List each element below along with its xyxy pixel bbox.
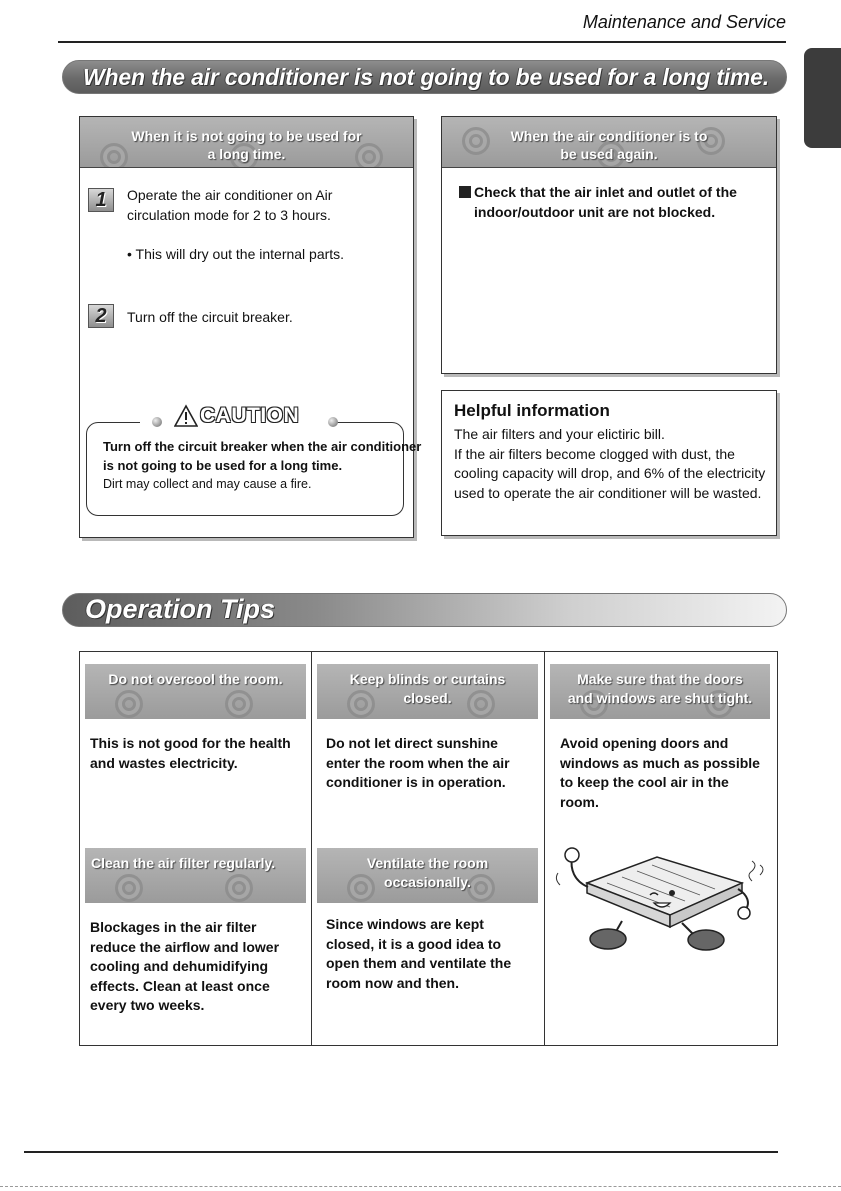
caution-ball-right-icon (328, 417, 338, 427)
not-used-heading-line2: a long time. (207, 146, 286, 162)
tip-line: to keep the cool air in the (560, 774, 729, 790)
section-banner-title: When the air conditioner is not going to be used for a long time. (83, 64, 769, 90)
step-2-number: 2 (88, 304, 114, 328)
tip-line: Do not let direct sunshine (326, 735, 498, 751)
tip-body-overcool (90, 734, 291, 773)
used-again-box-heading (442, 117, 776, 168)
tip-body-ventilate (326, 915, 511, 993)
helpful-line: used to operate the air conditioner will be wasted. (454, 484, 762, 501)
step-1-note: • This will dry out the internal parts. (127, 246, 345, 262)
tip-body-blinds (326, 734, 510, 793)
used-again-heading-line2: be used again. (560, 146, 658, 162)
tip-line: enter the room when the air (326, 754, 510, 771)
tip-heading-line2: and windows are shut tight. (567, 690, 753, 706)
not-used-heading-line1: When it is not going to be used for (131, 128, 362, 144)
swirl-icon (225, 874, 253, 902)
section-banner-long-time (62, 60, 787, 94)
tip-heading-line1: Do not overcool the room. (108, 671, 283, 687)
header-rule (58, 41, 786, 43)
tip-heading-line1: Make sure that the doors (577, 671, 743, 687)
tip-heading-line1: Ventilate the room (366, 855, 489, 871)
tip-body-doors (560, 734, 760, 812)
section-banner-operation-tips (62, 593, 787, 627)
caution-title: CAUTION (200, 404, 300, 427)
helpful-line: If the air filters become clogged with dust, the (454, 445, 735, 462)
not-used-box-heading (80, 117, 413, 168)
step-1-text (127, 185, 332, 225)
swirl-icon (225, 690, 253, 718)
tip-heading-doors (550, 664, 770, 719)
helpful-line: cooling capacity will drop, and 6% of the electricity (454, 465, 766, 481)
caution-line1: Turn off the circuit breaker when the air conditioner (103, 439, 422, 454)
footer-rule (24, 1151, 778, 1153)
step-1-line1: Operate the air conditioner on Air (127, 187, 333, 203)
tip-line: windows as much as possible (560, 754, 760, 771)
tip-line: Since windows are kept (326, 916, 484, 932)
tip-heading-line2: closed. (403, 690, 452, 706)
tip-line: conditioner is in operation. (326, 774, 506, 790)
tip-line: closed, it is a good idea to (326, 935, 502, 952)
caution-ball-left-icon (152, 417, 162, 427)
tip-body-filter (90, 918, 279, 1016)
tip-heading-line1: Keep blinds or curtains (349, 671, 506, 687)
caution-line3: Dirt may collect and may cause a fire. (103, 477, 312, 491)
square-bullet-icon (459, 186, 471, 198)
column-divider (544, 651, 545, 1046)
helpful-info-text (454, 425, 765, 503)
tip-line: and wastes electricity. (90, 754, 238, 771)
tip-line: Avoid opening doors and (560, 735, 729, 751)
tip-line: room now and then. (326, 974, 459, 991)
tip-line: room. (560, 793, 599, 810)
caution-text (103, 437, 421, 494)
section-banner-title: Operation Tips (85, 594, 276, 624)
swirl-icon (115, 690, 143, 718)
helpful-info-title: Helpful information (454, 401, 610, 420)
column-divider (311, 651, 312, 1046)
tip-heading-ventilate (317, 848, 538, 903)
tip-heading-filter (85, 848, 306, 903)
used-again-line2: indoor/outdoor unit are not blocked. (474, 204, 716, 220)
tip-line: open them and ventilate the (326, 955, 512, 971)
tip-heading-line2: occasionally. (384, 874, 471, 890)
tip-line: every two weeks. (90, 997, 205, 1013)
step-1-number: 1 (88, 188, 114, 212)
warning-triangle-icon (174, 404, 198, 428)
bottom-dotted-edge (0, 1186, 841, 1187)
tip-line: effects. Clean at least once (90, 977, 270, 994)
tip-line: reduce the airflow and lower (90, 938, 280, 955)
used-again-heading-line1: When the air conditioner is to (510, 128, 708, 144)
page-header-title: Maintenance and Service (582, 12, 786, 32)
helpful-line: The air filters and your elictiric bill. (454, 426, 665, 442)
tip-line: This is not good for the health (90, 735, 291, 751)
tip-heading-overcool (85, 664, 306, 719)
used-again-text (474, 182, 737, 222)
air-conditioner-mascot-illustration (552, 843, 770, 953)
tip-heading-line1: Clean the air filter regularly. (91, 855, 276, 871)
step-1-line2: circulation mode for 2 to 3 hours. (127, 207, 331, 223)
used-again-line1: Check that the air inlet and outlet of the (474, 184, 737, 200)
swirl-icon (115, 874, 143, 902)
side-section-tab (804, 48, 841, 148)
tip-line: cooling and dehumidifying (90, 958, 269, 974)
tip-line: Blockages in the air filter (90, 919, 257, 935)
used-again-box (441, 116, 777, 374)
caution-line2: is not going to be used for a long time. (103, 458, 343, 473)
step-2-text: Turn off the circuit breaker. (127, 309, 293, 325)
tip-heading-blinds (317, 664, 538, 719)
